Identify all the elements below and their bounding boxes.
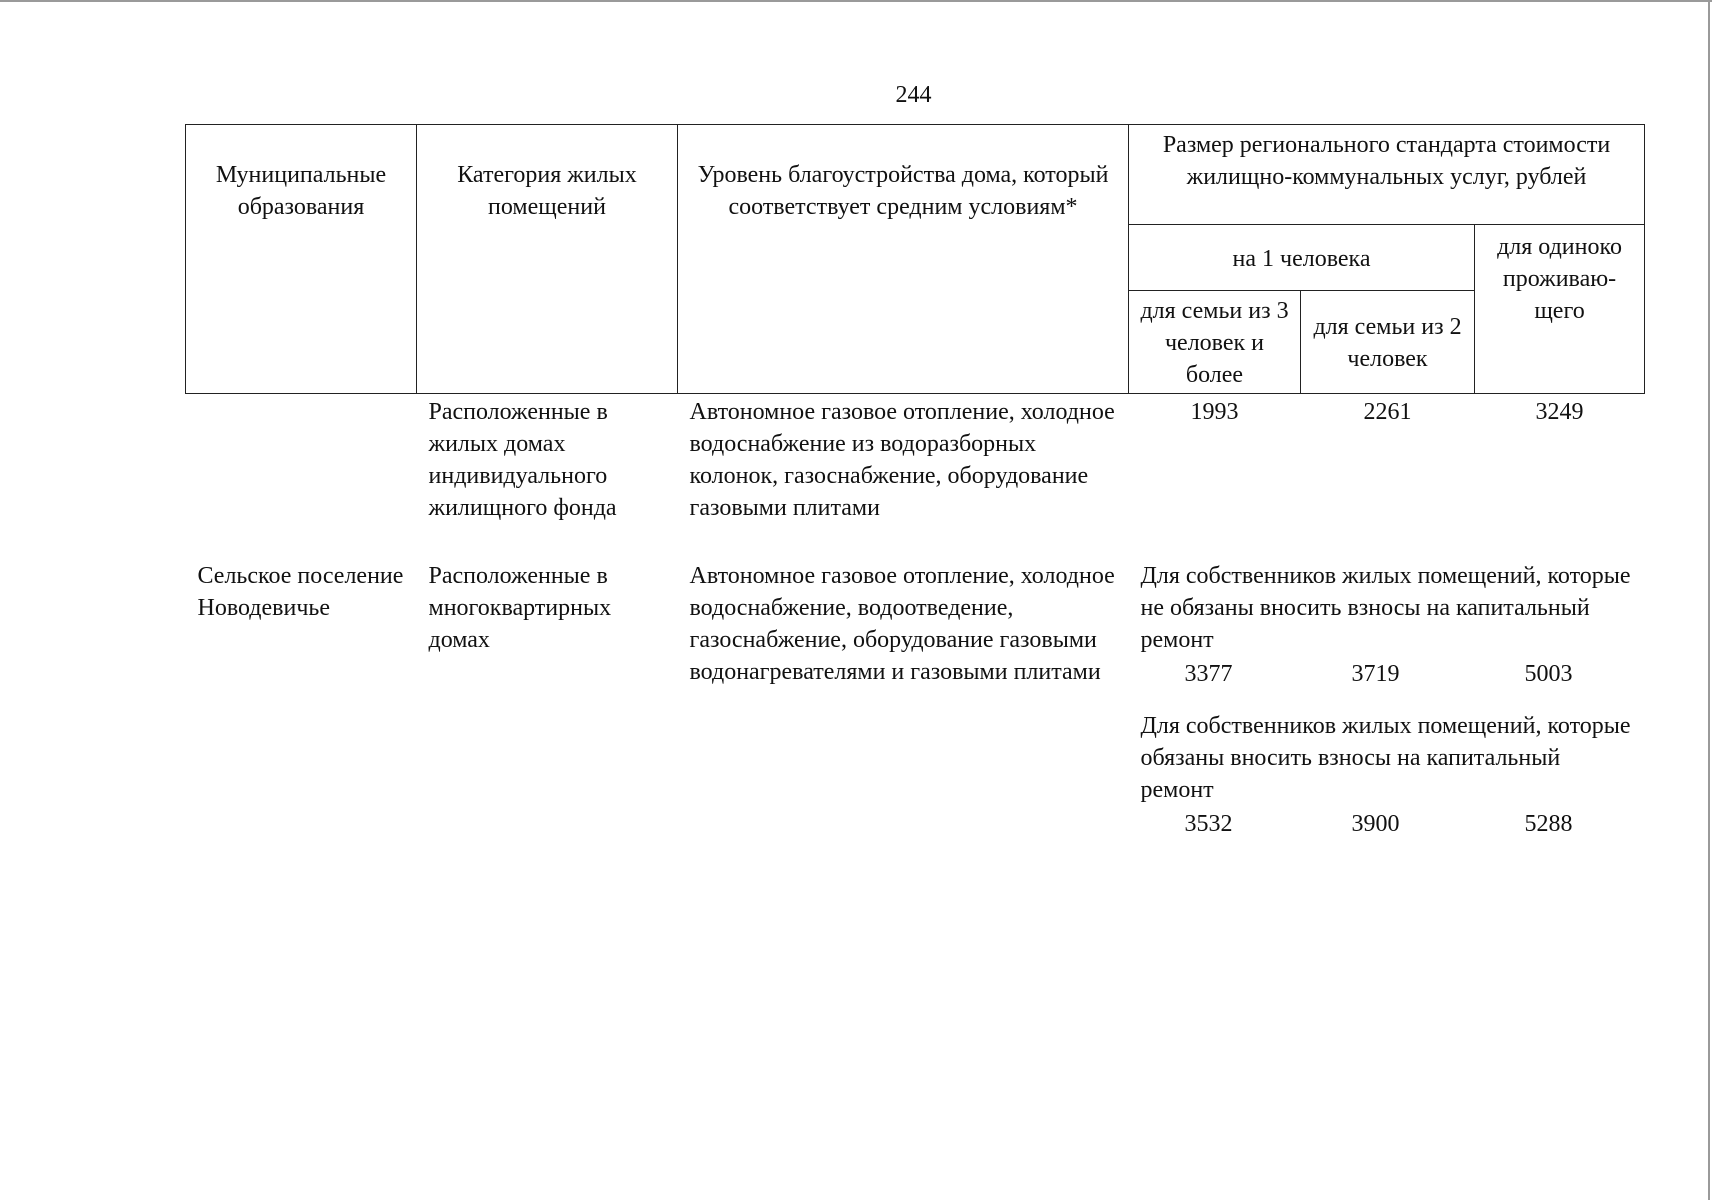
page-number: 244 — [895, 82, 932, 108]
value-family2: 3900 — [1351, 811, 1400, 837]
cell-family2: 2261 — [1363, 399, 1412, 425]
cell-family3: 1993 — [1190, 399, 1239, 425]
value-single: 5288 — [1524, 811, 1573, 837]
header-single: для одиноко проживаю- щего — [1475, 225, 1645, 394]
group-values — [1141, 658, 1639, 690]
value-single: 5003 — [1524, 661, 1573, 687]
cell-category: Расположенные в многоквартирных домах — [428, 563, 612, 653]
header-standard: Размер регионального стандарта стоимости жилищно-коммунальных услуг, рублей — [1129, 125, 1645, 225]
cell-municipal — [186, 394, 417, 561]
cell-level: Автономное газовое отопление, холодное водоснабжение, водоотведение, газоснабжение, оборудование газовыми водонагревателями и газовыми плитами — [689, 563, 1115, 685]
group-values — [1141, 808, 1639, 840]
header-family3: для семьи из 3 человек и более — [1129, 291, 1301, 394]
scan-edge-right — [1708, 0, 1710, 1200]
housing-standard-table — [185, 124, 1645, 840]
value-family3: 3532 — [1184, 811, 1233, 837]
cell-single: 3249 — [1535, 399, 1584, 425]
header-per-person: на 1 человека — [1129, 225, 1475, 291]
header-category: Категория жилых помещений — [417, 125, 678, 394]
cell-level: Автономное газовое отопление, холодное водоснабжение из водоразборных колонок, газоснабжение, оборудование газовыми плитами — [689, 399, 1115, 521]
cell-municipal: Сельское поселение Новодевичье — [197, 563, 404, 621]
value-family2: 3719 — [1351, 661, 1400, 687]
cell-category: Расположенные в жилых домах индивидуального жилищного фонда — [428, 399, 617, 521]
group-note: Для собственников жилых помещений, которые обязаны вносить взносы на капитальный ремонт — [1140, 713, 1631, 803]
group-note: Для собственников жилых помещений, которые не обязаны вносить взносы на капитальный ремонт — [1140, 563, 1631, 653]
table-row — [186, 394, 1645, 561]
header-family2: для семьи из 2 человек — [1301, 291, 1475, 394]
header-municipal: Муниципальные образования — [186, 125, 417, 394]
table-row — [186, 560, 1645, 840]
header-level: Уровень благоустройства дома, который соответствует средним условиям* — [678, 125, 1129, 394]
scan-edge-top — [0, 0, 1712, 2]
value-family3: 3377 — [1184, 661, 1233, 687]
cell-standard-groups — [1129, 560, 1645, 840]
